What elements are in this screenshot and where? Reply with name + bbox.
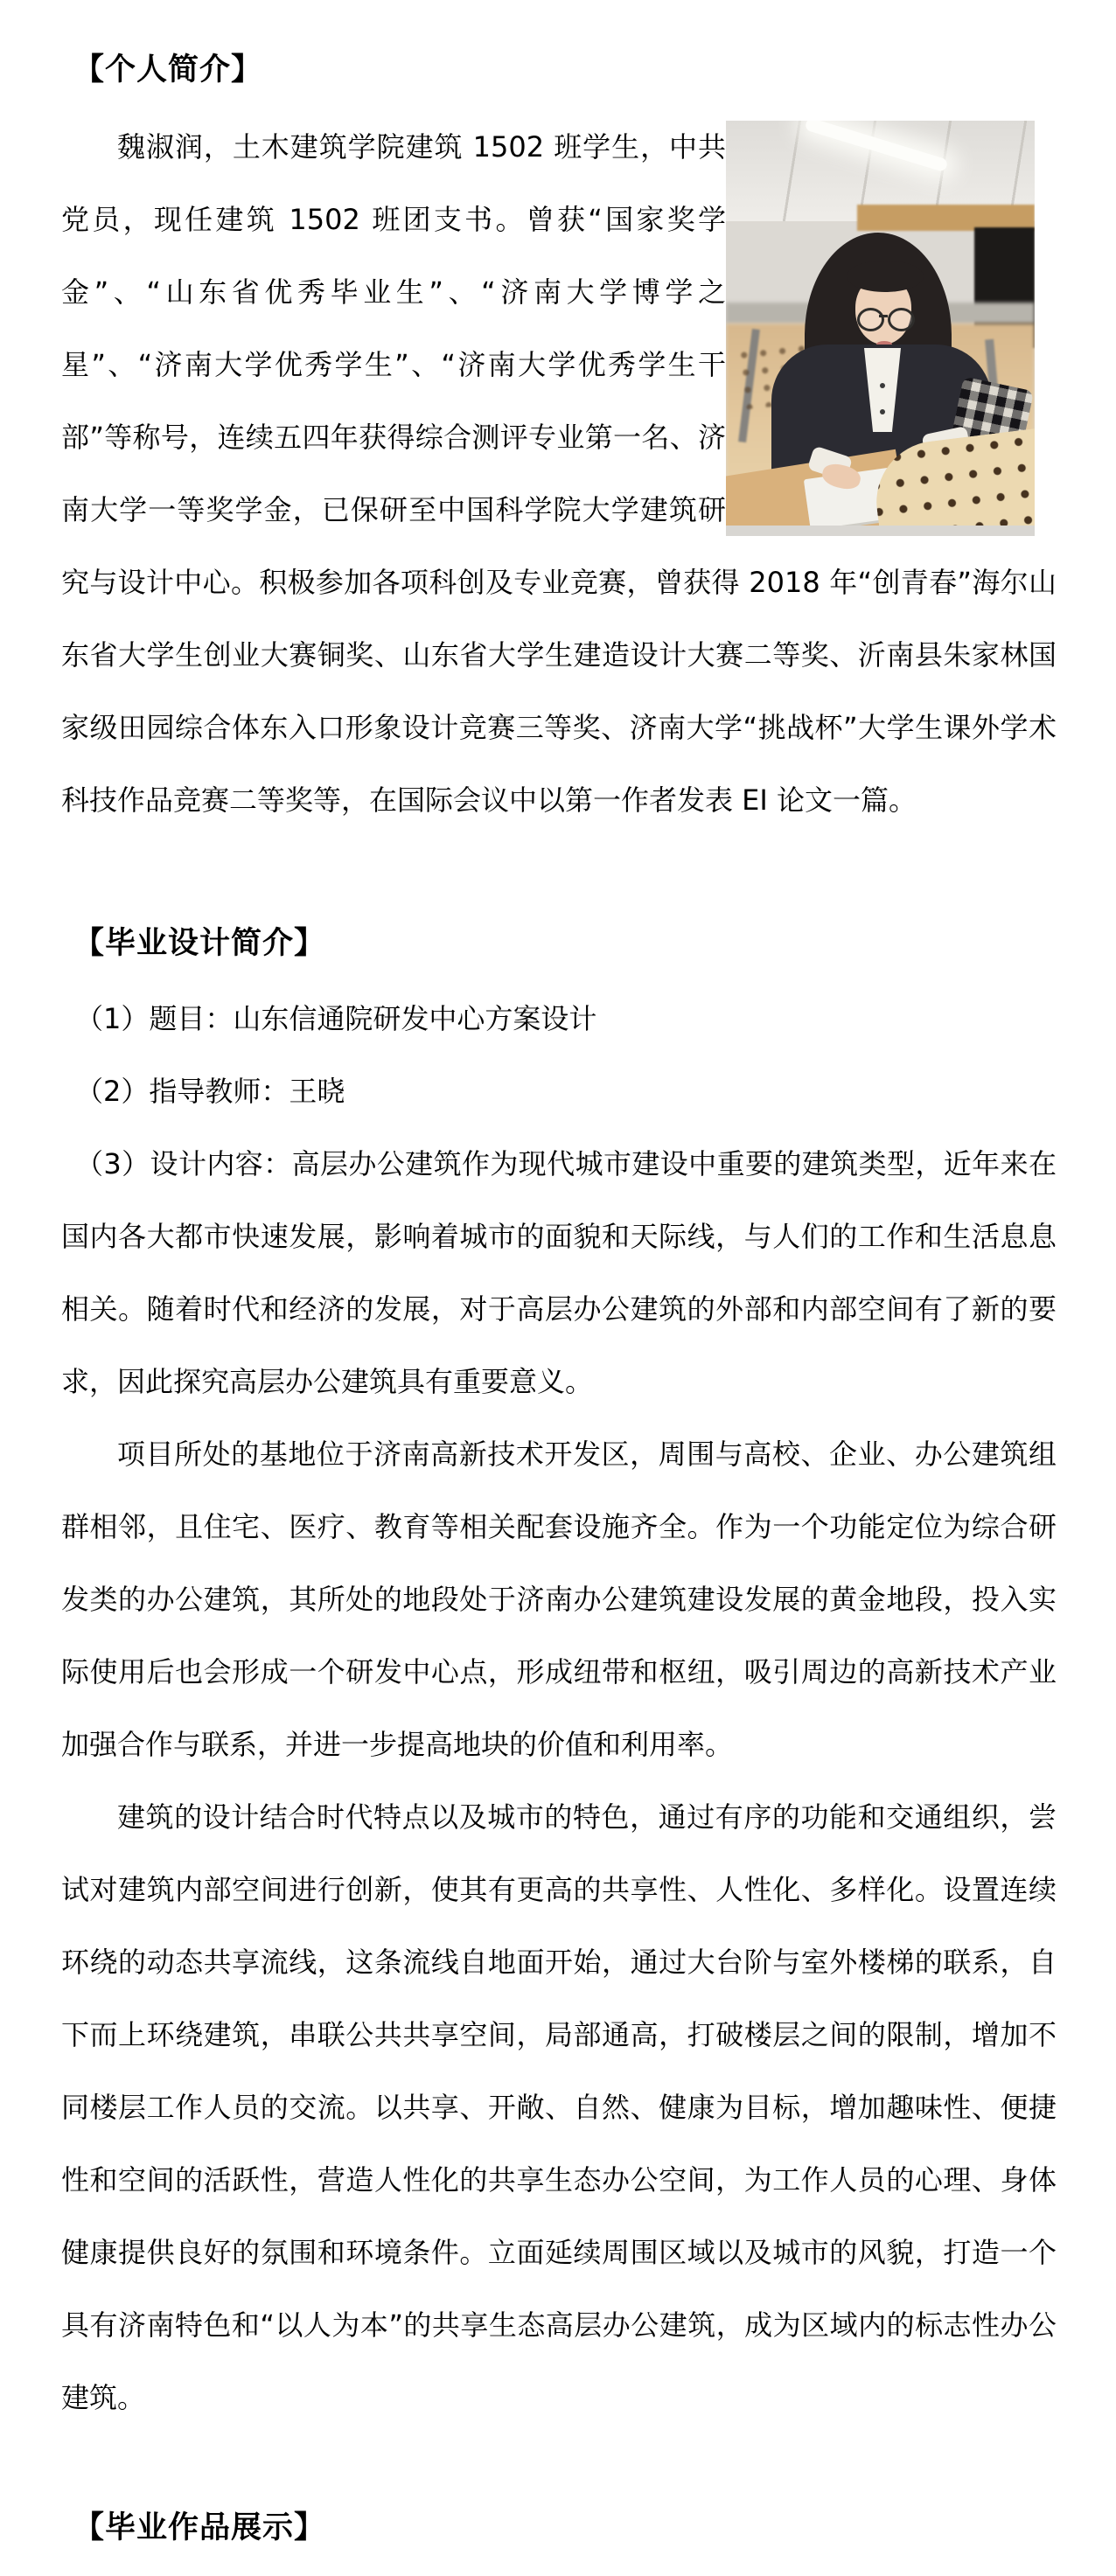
section-heading-personal-profile: 【个人简介】 — [73, 52, 263, 87]
section-heading-graduation-design: 【毕业设计简介】 — [73, 926, 326, 961]
personal-profile-paragraph-block — [61, 111, 1057, 837]
photo-person-fringe — [847, 261, 924, 292]
photo-glasses-bridge — [879, 315, 888, 317]
design-paragraph-concept: 建筑的设计结合时代特点以及城市的特色，通过有序的功能和交通组织，尝试对建筑内部空间进行创新，使其有更高的共享性、人性化、多样化。设置连续环绕的动态共享流线，这条流线自地面开始，通过大台阶与室外楼梯的联系，自下而上环绕建筑，串联公共共享空间，局部通高，打破楼层之间的限制，增加不同楼层工作人员的交流。以共享、开敞、自然、健康为目标，增加趣味性、便捷性和空间的活跃性，营造人性化的共享生态办公空间，为工作人员的心理、身体健康提供良好的氛围和环境条件。立面延续周围区域以及城市的风貌，打造一个具有济南特色和“以人为本”的共享生态高层办公建筑，成为区域内的标志性办公建筑。 — [61, 1800, 1057, 2414]
photo-shirt-button — [880, 383, 885, 388]
profile-photo — [726, 121, 1035, 536]
photo-shirt-button — [880, 409, 885, 414]
design-item-advisor: （2）指导教师：王晓 — [75, 1075, 345, 1108]
design-item-title: （1）题目：山东信通院研发中心方案设计 — [75, 1002, 597, 1035]
personal-profile-paragraph: 魏淑润，土木建筑学院建筑 1502 班学生，中共党员，现任建筑 1502 班团支书。曾获“国家奖学金”、“山东省优秀毕业生”、“济南大学博学之星”、“济南大学优秀学生”、“济南大学优秀学生干部”等称号，连续五四年获得综合测评专业第一名、济南大学一等奖学金，已保研至中国科学院大学建筑研究与设计中心。积极参加各项科创及专业竞赛，曾获得 2018 年“创青春”海尔山东省大学生创业大赛铜奖、山东省大学生建造设计大赛二等奖、沂南县朱家林国家级田园综合体东入口形象设计竞赛三等奖、济南大学“挑战杯”大学生课外学术科技作品竞赛二等奖等，在国际会议中以第一作者发表 EI 论文一篇。 — [61, 130, 1057, 817]
design-item-list — [61, 983, 1057, 1418]
design-paragraph-site: 项目所处的基地位于济南高新技术开发区，周围与高校、企业、办公建筑组群相邻，且住宅、医疗、教育等相关配套设施齐全。作为一个功能定位为综合研发类的办公建筑，其所处的地段处于济南办公建筑建设发展的黄金地段，投入实际使用后也会形成一个研发中心点，形成纽带和枢纽，吸引周边的高新技术产业加强合作与联系，并进一步提高地块的价值和利用率。 — [61, 1438, 1057, 1761]
section-heading-graduation-works: 【毕业作品展示】 — [73, 2510, 326, 2545]
photo-glasses-right-lens — [888, 308, 915, 331]
document-content — [61, 0, 1057, 2546]
photo-floor-strip — [726, 526, 1035, 536]
profile-photo-float — [726, 111, 1057, 547]
photo-glasses-left-lens — [857, 308, 884, 331]
design-item-content: （3）设计内容：高层办公建筑作为现代城市建设中重要的建筑类型，近年来在国内各大都市快速发展，影响着城市的面貌和天际线，与人们的工作和生活息息相关。随着时代和经济的发展，对于高层办公建筑的外部和内部空间有了新的要求，因此探究高层办公建筑具有重要意义。 — [61, 1147, 1057, 1398]
